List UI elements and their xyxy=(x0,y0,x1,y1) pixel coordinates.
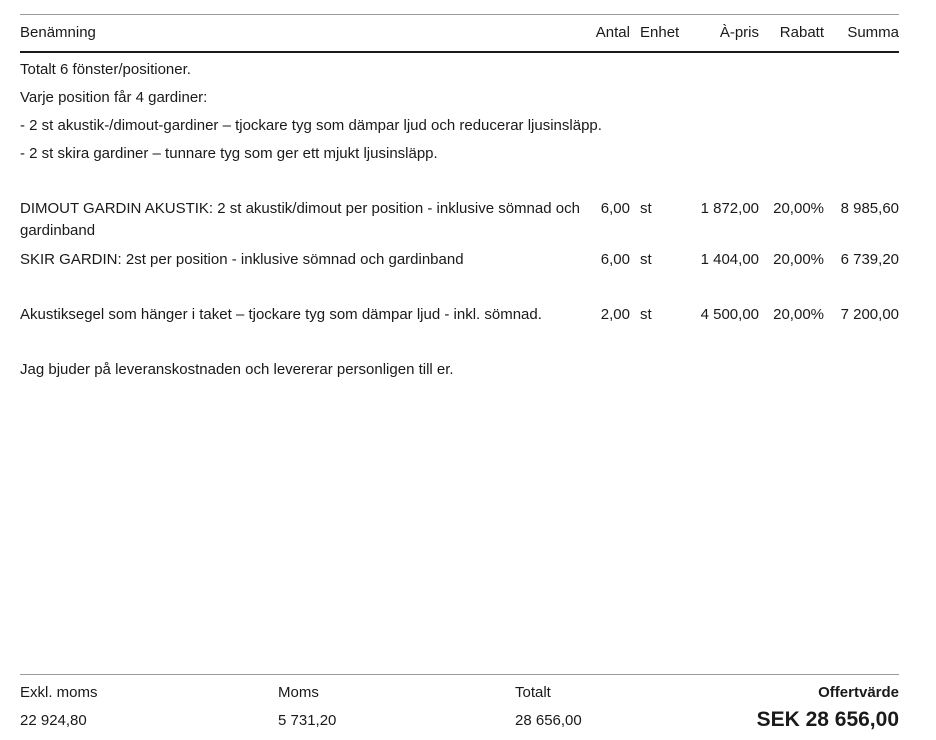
header-sum: Summa xyxy=(847,24,899,41)
item-unit: st xyxy=(640,200,652,217)
item-qty: 6,00 xyxy=(600,251,630,268)
footer-divider xyxy=(20,674,899,675)
item-discount: 20,00% xyxy=(773,251,824,268)
header-discount: Rabatt xyxy=(779,24,824,41)
header-qty: Antal xyxy=(595,24,630,41)
header-unit: Enhet xyxy=(640,24,680,41)
delivery-note: Jag bjuder på leveranskostnaden och levererar personligen till er. xyxy=(20,361,454,378)
item-sum: 6 739,20 xyxy=(840,251,899,268)
item-sum: 8 985,60 xyxy=(840,200,899,217)
table-header xyxy=(20,23,899,43)
intro-text xyxy=(20,60,720,172)
vat-label: Moms xyxy=(278,684,319,701)
item-unit: st xyxy=(640,251,652,268)
item-price: 1 872,00 xyxy=(700,200,759,217)
item-name: DIMOUT GARDIN AKUSTIK: 2 st akustik/dimout per position - inklusive sömnad och gardinband xyxy=(20,200,580,239)
vat-value: 5 731,20 xyxy=(278,712,337,729)
header-price: À-pris xyxy=(719,24,759,41)
item-name: Akustiksegel som hänger i taket – tjockare tyg som dämpar ljud - inkl. sömnad. xyxy=(20,306,542,323)
excl-vat-value: 22 924,80 xyxy=(20,712,87,729)
header-name: Benämning xyxy=(20,24,96,41)
item-price: 4 500,00 xyxy=(700,306,759,323)
intro-line: Totalt 6 fönster/positioner. xyxy=(20,61,191,78)
item-qty: 6,00 xyxy=(600,200,630,217)
item-name: SKIR GARDIN: 2st per position - inklusive sömnad och gardinband xyxy=(20,251,464,268)
total-value: 28 656,00 xyxy=(515,712,582,729)
item-price: 1 404,00 xyxy=(700,251,759,268)
offer-value: SEK 28 656,00 xyxy=(756,708,899,731)
item-qty: 2,00 xyxy=(600,306,630,323)
top-divider xyxy=(20,14,899,15)
item-discount: 20,00% xyxy=(773,200,824,217)
intro-line: - 2 st skira gardiner – tunnare tyg som ger ett mjukt ljusinsläpp. xyxy=(20,145,438,162)
item-discount: 20,00% xyxy=(773,306,824,323)
excl-vat-label: Exkl. moms xyxy=(20,684,98,701)
item-sum: 7 200,00 xyxy=(840,306,899,323)
intro-line: Varje position får 4 gardiner: xyxy=(20,89,208,106)
quote-document xyxy=(20,0,899,740)
offer-label: Offertvärde xyxy=(818,684,899,701)
total-label: Totalt xyxy=(515,684,551,701)
header-divider xyxy=(20,51,899,53)
item-unit: st xyxy=(640,306,652,323)
intro-line: - 2 st akustik-/dimout-gardiner – tjockare tyg som dämpar ljud och reducerar ljusinsläpp. xyxy=(20,117,602,134)
